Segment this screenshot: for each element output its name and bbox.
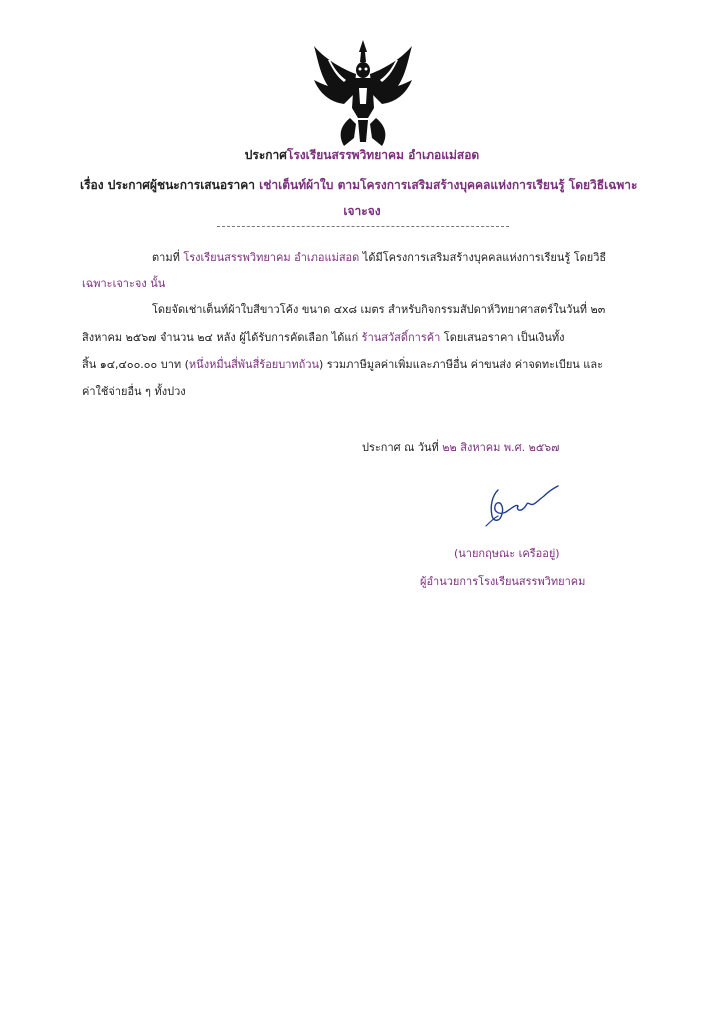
announce-date [362,440,559,456]
paragraph-2-line-2 [82,330,565,346]
subject-line [40,176,690,195]
amount-in-words: หนึ่งหมื่นสี่พันสี่ร้อยบาทถ้วน [188,358,320,371]
paragraph-1-line-2 [82,276,165,292]
p1-line2: เฉพาะเจาะจง นั้น [82,277,166,290]
subject-text: เช่าเต็นท์ผ้าใบ ตามโครงการเสริมสร้างบุคคลแห่งการเรียนรู้ โดยวิธีเฉพาะ [259,178,638,192]
p2-line3-a: สิ้น [82,358,100,371]
shop-name: ร้านสวัสดิ์การค้า [361,331,441,344]
handwritten-signature-icon [478,482,560,528]
signatory-name: (นายกฤษณะ เครืออยู่) [454,547,560,560]
signatory-position: ผู้อำนวยการโรงเรียนสรรพวิทยาคม [420,575,586,588]
title-prefix: ประกาศ [244,148,287,162]
p1-rest: ได้มีโครงการเสริมสร้างบุคคลแห่งการเรียนรู้ โดยวิธี [359,251,607,264]
p1-prefix: ตามที่ [152,251,184,264]
paragraph-2-line-4: ค่าใช้จ่ายอื่น ๆ ทั้งปวง [82,385,186,398]
garuda-emblem-icon [310,38,416,150]
p2-line2-a: สิงหาคม ๒๕๖๗ จำนวน ๒๔ หลัง ผู้ได้รับการคัดเลือก ได้แก่ [82,331,362,344]
school-name: โรงเรียนสรรพวิทยาคม อำเภอแม่สอด [286,148,480,162]
paragraph-2-line-1: โดยจัดเช่าเต็นท์ผ้าใบสีขาวโค้ง ขนาด ๔x๘ เมตร สำหรับกิจกรรมสัปดาห์วิทยาศาสตร์ในวันที่ ๒๓ [152,303,606,316]
paragraph-1-line-1 [152,250,606,266]
separator-line [217,226,509,227]
p2-line3-c: ) รวมภาษีมูลค่าเพิ่มและภาษีอื่น ค่าขนส่ง ค่าจดทะเบียน และ [319,358,604,371]
subject-line-continued: เจาะจง [343,204,381,218]
subject-prefix: เรื่อง ประกาศผู้ชนะการเสนอราคา [80,178,260,192]
announcement-title [0,146,724,165]
p2-line3-b: บาท ( [157,358,189,371]
p2-line2-b: โดยเสนอราคา เป็นเงินทั้ง [440,331,565,344]
date-prefix: ประกาศ ณ วันที่ [362,441,443,454]
paragraph-2-line-3 [82,357,603,373]
p1-school: โรงเรียนสรรพวิทยาคม อำเภอแม่สอด [183,251,360,264]
amount: ๑๔,๔๐๐.๐๐ [99,358,158,371]
date-value: ๒๒ สิงหาคม พ.ศ. ๒๕๖๗ [442,441,560,454]
